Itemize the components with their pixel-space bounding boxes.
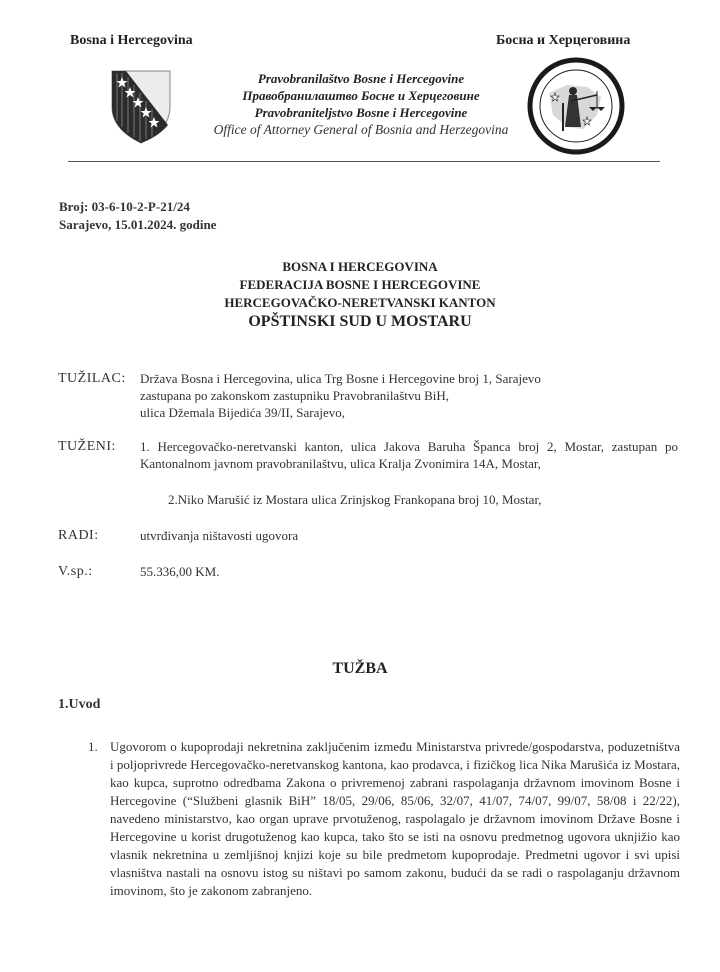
office-name-latin: Pravobranilaštvo Bosne i Hercegovine	[257, 71, 465, 86]
plaintiff-line: ulica Džemala Bijedića 39/II, Sarajevo,	[140, 405, 346, 420]
paragraph-number: 1.	[88, 739, 98, 754]
office-name-croatian: Pravobraniteljstvo Bosne i Hercegovine	[254, 105, 468, 120]
defendant-second: 2.Niko Marušić iz Mostara ulica Zrinjskog Frankopana broj 10, Mostar,	[168, 492, 542, 507]
defendant-first: 1. Hercegovačko-neretvanski kanton, ulica Jakova Baruha Španca broj 2, Mostar, zastupan po Kantonalnom javnom pravobranilaštvu, ulica Kralja Zvonimira 14A, Mostar,	[140, 439, 678, 471]
paragraph-text: Ugovorom o kupoprodaji nekretnina zaključenim između Ministarstva privrede/gospodarstva, poduzetništva i poljoprivrede Hercegovačko-neretvanskog kantona, kao prodavca, i fizičkog lica Nika Marušića iz Mostara, kao kupca, suprotno odredbama Zakona o privremenoj zabrani raspolaganja državnom imovinom Bosne i Hercegovine (“Službeni glasnik BiH” 18/05, 29/06, 85/06, 32/07, 41/07, 74/07, 99/07, 58/08 i 22/22), navedeno ministarstvo, kao organ uprave prvotuženog, raspolagalo je državnom imovinom Države Bosne i Hercegovine u korist drugotuženog kao kupca, tako što se isti na osnovu predmetnog ugovora uknjižio kao vlasnik nekretnina u zemljišnoj knjizi koje su bile predmetom kupoprodaje. Predmetni ugovor i svi upisi vlasništva nastali na osnovu istog su ništavi po samom zakonu, budući da se radi o raspolaganju državnom imovinom, što je zakonom zabranjeno.	[110, 739, 680, 898]
document-title: TUŽBA	[332, 660, 388, 677]
place-date: Sarajevo, 15.01.2024. godine	[59, 217, 217, 232]
plaintiff-line: zastupana po zakonskom zastupniku Pravobranilaštvu BiH,	[140, 388, 450, 403]
justice-seal-icon	[527, 57, 625, 155]
office-name-cyrillic: Правобранилаштво Босне и Херцеговине	[242, 88, 480, 103]
amount-row	[58, 563, 678, 580]
subject-label: RADI:	[58, 528, 99, 543]
bih-coat-of-arms-icon	[108, 67, 174, 145]
reference-block	[59, 198, 216, 234]
paragraph-item	[88, 738, 680, 900]
section-heading: 1.Uvod	[58, 697, 101, 712]
subject-row	[58, 527, 678, 544]
reference-number: Broj: 03-6-10-2-P-21/24	[59, 199, 190, 214]
header-divider	[68, 161, 660, 162]
header-right-title: Босна и Херцеговина	[496, 33, 631, 48]
office-name-english: Office of Attorney General of Bosnia and Herzegovina	[213, 122, 509, 137]
court-line-canton: HERCEGOVAČKO-NERETVANSKI KANTON	[224, 295, 496, 310]
subject-value: utvrđivanja ništavosti ugovora	[140, 528, 299, 543]
plaintiff-label: TUŽILAC:	[58, 371, 126, 386]
plaintiff-row	[58, 370, 678, 421]
amount-label: V.sp.:	[58, 564, 93, 579]
court-address-block	[0, 258, 720, 332]
amount-value: 55.336,00 KM.	[140, 564, 220, 579]
court-line-country: BOSNA I HERCEGOVINA	[282, 259, 438, 274]
plaintiff-line: Država Bosna i Hercegovina, ulica Trg Bosne i Hercegovine broj 1, Sarajevo	[140, 371, 541, 386]
defendants-row	[58, 438, 678, 472]
header-left-title: Bosna i Hercegovina	[70, 33, 193, 48]
office-name-block	[200, 70, 522, 138]
defendants-label: TUŽENI:	[58, 439, 116, 454]
court-line-federation: FEDERACIJA BOSNE I HERCEGOVINE	[239, 277, 481, 292]
parties-block	[58, 370, 678, 580]
court-name: OPŠTINSKI SUD U MOSTARU	[248, 313, 472, 330]
